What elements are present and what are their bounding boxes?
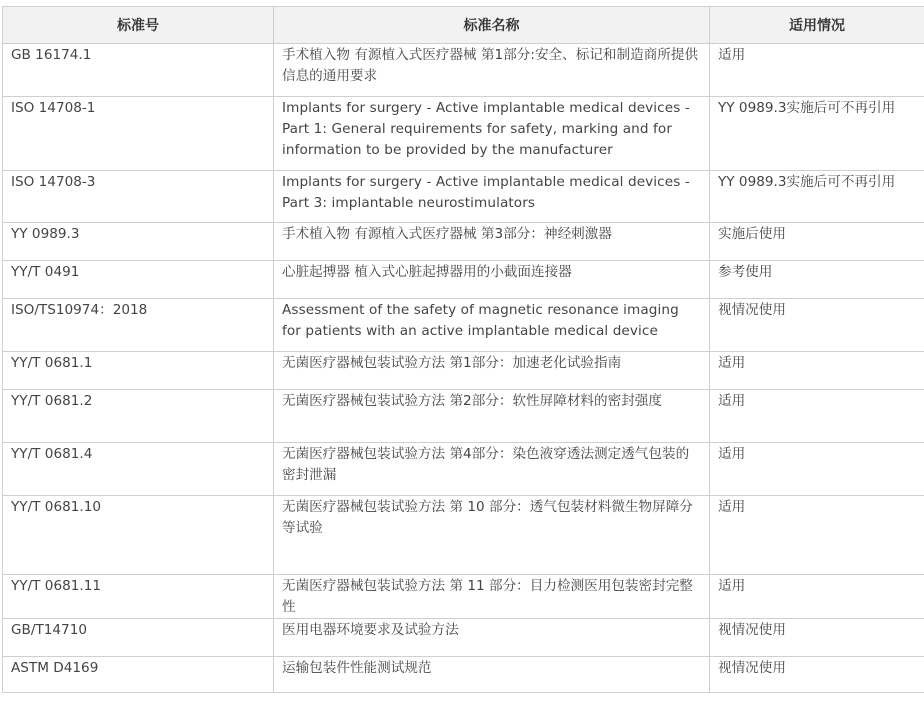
standard-number: YY/T 0491 xyxy=(3,261,274,299)
applicability: 适用 xyxy=(710,44,924,97)
applicability: 视情况使用 xyxy=(710,657,924,693)
standard-number: ASTM D4169 xyxy=(3,657,274,693)
header-standard-name: 标准名称 xyxy=(274,7,710,44)
standard-name: 无菌医疗器械包装试验方法 第4部分：染色液穿透法测定透气包装的密封泄漏 xyxy=(274,443,710,496)
standard-number: YY 0989.3 xyxy=(3,223,274,261)
applicability: YY 0989.3实施后可不再引用 xyxy=(710,97,924,171)
applicability: 适用 xyxy=(710,443,924,496)
header-standard-number: 标准号 xyxy=(3,7,274,44)
table-row xyxy=(3,390,924,443)
applicability: 适用 xyxy=(710,352,924,390)
standard-number: YY/T 0681.10 xyxy=(3,496,274,575)
standard-number: YY/T 0681.11 xyxy=(3,575,274,619)
table-header-row xyxy=(3,7,924,44)
standard-name: 无菌医疗器械包装试验方法 第 11 部分：目力检测医用包装密封完整性 xyxy=(274,575,710,619)
header-applicability: 适用情况 xyxy=(710,7,924,44)
standard-name: Implants for surgery - Active implantable medical devices - Part 1: General requirements for safety, marking and for information to be provided by the manufacturer xyxy=(274,97,710,171)
standard-number: ISO/TS10974：2018 xyxy=(3,299,274,352)
applicability: 参考使用 xyxy=(710,261,924,299)
table-row xyxy=(3,223,924,261)
standard-number: YY/T 0681.1 xyxy=(3,352,274,390)
standard-name: 医用电器环境要求及试验方法 xyxy=(274,619,710,657)
table-row xyxy=(3,575,924,619)
standard-name: Assessment of the safety of magnetic resonance imaging for patients with an active implantable medical device xyxy=(274,299,710,352)
standard-number: ISO 14708-1 xyxy=(3,97,274,171)
applicability: 适用 xyxy=(710,575,924,619)
standard-name: 手术植入物 有源植入式医疗器械 第3部分：神经刺激器 xyxy=(274,223,710,261)
standard-number: GB 16174.1 xyxy=(3,44,274,97)
standard-number: GB/T14710 xyxy=(3,619,274,657)
standard-name: 运输包装件性能测试规范 xyxy=(274,657,710,693)
standards-table xyxy=(2,6,924,693)
table-row xyxy=(3,171,924,223)
table-row xyxy=(3,261,924,299)
standard-name: 手术植入物 有源植入式医疗器械 第1部分:安全、标记和制造商所提供信息的通用要求 xyxy=(274,44,710,97)
standard-name: 无菌医疗器械包装试验方法 第1部分：加速老化试验指南 xyxy=(274,352,710,390)
standard-name: Implants for surgery - Active implantable medical devices - Part 3: implantable neurostimulators xyxy=(274,171,710,223)
standard-name: 心脏起搏器 植入式心脏起搏器用的小截面连接器 xyxy=(274,261,710,299)
applicability: 实施后使用 xyxy=(710,223,924,261)
table-row xyxy=(3,97,924,171)
standard-number: YY/T 0681.2 xyxy=(3,390,274,443)
standard-number: ISO 14708-3 xyxy=(3,171,274,223)
applicability: 适用 xyxy=(710,496,924,575)
applicability: 视情况使用 xyxy=(710,619,924,657)
applicability: 视情况使用 xyxy=(710,299,924,352)
table-row xyxy=(3,352,924,390)
table-row xyxy=(3,443,924,496)
standard-name: 无菌医疗器械包装试验方法 第2部分：软性屏障材料的密封强度 xyxy=(274,390,710,443)
table-row xyxy=(3,619,924,657)
applicability: YY 0989.3实施后可不再引用 xyxy=(710,171,924,223)
table-row xyxy=(3,44,924,97)
applicability: 适用 xyxy=(710,390,924,443)
table-row xyxy=(3,299,924,352)
standard-name: 无菌医疗器械包装试验方法 第 10 部分：透气包装材料微生物屏障分等试验 xyxy=(274,496,710,575)
standard-number: YY/T 0681.4 xyxy=(3,443,274,496)
table-row xyxy=(3,657,924,693)
table-row xyxy=(3,496,924,575)
